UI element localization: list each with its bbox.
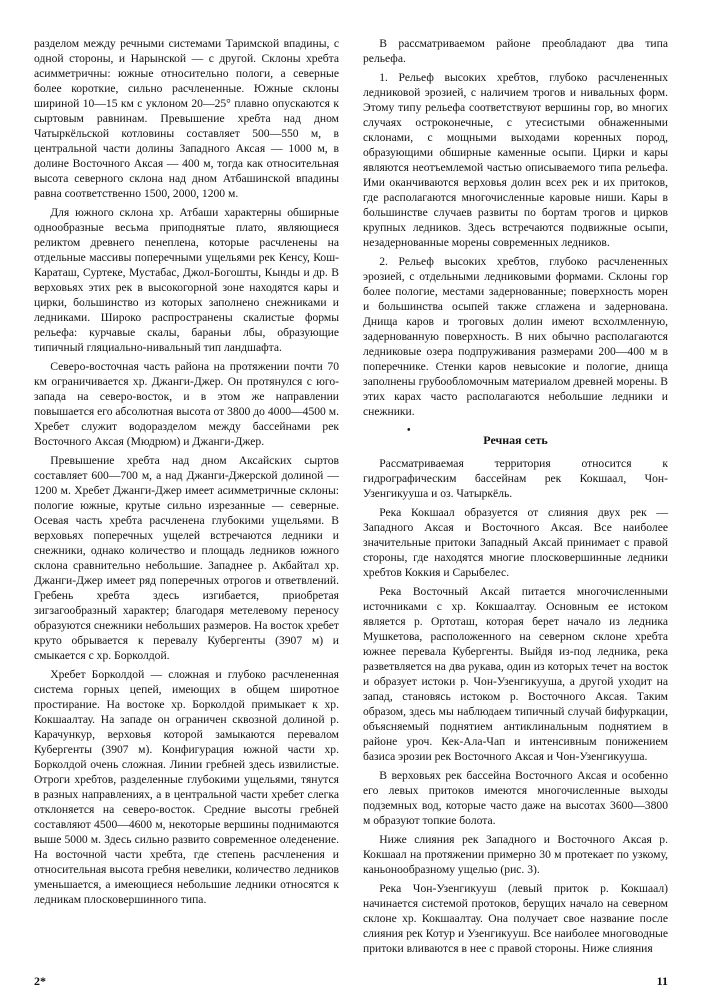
paragraph: Для южного склона хр. Атбаши характерны обширные однообразные весьма приподнятые плато, являющиеся реликтом древнего пенеплена, которые расчленены на отдельные массивы поперечными ущельями рек Кенсу, Кош-Караташ, Суртеке, Мустабас, Джол-Богошты, Кынды и др. В верховьях этих рек в высокогорной зоне находятся кары и цирки, большинство из которых заполнено снежниками и ледниками. Широко распространены скалистые формы рельефа: курчавые скалы, бараньи лбы, образующие типичный гляциально-нивальный тип ландшафта. — [34, 206, 339, 354]
paragraph: разделом между речными системами Таримской впадины, с одной стороны, и Нарынской — с другой. Склоны хребта асимметричны: южные относительно пологи, а северные более короткие, сильно расчлененные. Южные склоны шириной 10—15 км с уклоном 20—25° плавно опускаются к сыртовым равнинам. Превышение хребта над дном Чатыркёльской котловины составляет 500—550 м, в центральной части долины Западного Аксая — 1000 м, в долине Восточного Аксая — 400 м, тогда как относительная высота северного склона над дном Атбашинской впадины равна соответственно 1500, 2000, 1200 м. — [34, 37, 339, 200]
left-column — [34, 36, 339, 911]
paragraph: Река Восточный Аксай питается многочисленными источниками с хр. Кокшаалтау. Основным ее истоком является р. Ортоташ, которая берет начало из ледника Мушкетова, расположенного на северном склоне хребта южнее перевала Кубергенты. Выйдя из-под ледника, река разветвляется на два рукава, один из которых течет на восток и образует истоки р. Чон-Узенгикууша, а другой уходит на запад, становясь истоком р. Восточного Аксая. Таким образом, здесь мы наблюдаем типичный случай бифуркации, объясняемый поднятием антиклинальным поднятием в районе уроч. Кек-Ала-Чап и интенсивным понижением базиса эрозии рек Восточного Аксая и Чон-Узенгикууша. — [363, 585, 668, 763]
right-column — [363, 36, 668, 960]
paragraph: В верховьях рек бассейна Восточного Аксая и особенно его левых притоков имеются многочисленные выходы подземных вод, которые часто даже на высотах 3600—3800 м образуют топкие болота. — [363, 769, 668, 827]
paragraph: Северо-восточная часть района на протяжении почти 70 км ограничивается хр. Джанги-Джер. Он протянулся с юго-запада на северо-восток, и в этом же направлении повышается его абсолютная высота от 3800 до 4000—4500 м. Хребет служит водоразделом между бассейнами рек Восточного Аксая (Мюдрюм) и Джанги-Джер. — [34, 360, 339, 448]
paragraph: Река Чон-Узенгикууш (левый приток р. Кокшаал) начинается системой протоков, берущих начало на северном склоне хр. Кокшаалтау. Она получает свое название после слияния рек Котур и Узенгикууш. Все наиболее многоводные притоки вливаются в нее с правой стороны. Ниже слияния — [363, 882, 668, 955]
paragraph: Рассматриваемая территория относится к гидрографическим бассейнам рек Кокшаал, Чон-Узенгикууша и оз. Чатыркёль. — [363, 457, 668, 500]
paragraph: В рассматриваемом районе преобладают два типа рельефа. — [363, 37, 668, 65]
paragraph: Ниже слияния рек Западного и Восточного Аксая р. Кокшаал на протяжении примерно 30 м протекает по узкому, каньонообразному ущелью (рис. 3). — [363, 833, 668, 876]
section-heading — [363, 425, 668, 448]
paragraph: Хребет Борколдой — сложная и глубоко расчлененная система горных цепей, имеющих в общем широтное простирание. На востоке хр. Борколдой примыкает к хр. Кокшаалтау. На западе он ограничен сквозной долиной р. Карачункур, верховья которой замыкаются перевалом Кубергенты (3907 м). Конфигурация южной части хр. Борколдой очень сложная. Линии гребней здесь извилистые. Отроги хребтов, разделенные глубокими ущельями, тянутся в разных направлениях, а в центральной части хребет слегка отклоняется на северо-восток. Средние высоты гребней составляют 4500—4600 м, некоторые вершины поднимаются выше 5000 м. Здесь сильно развито современное оледенение. На восточной части хребта, где степень расчленения и относительная высота гребня невелики, количество ледников уменьшается, а имеющиеся небольшие ледники относятся к ледникам плосковершинного типа. — [34, 668, 339, 906]
section-title: Речная сеть — [483, 433, 548, 447]
bullet-mark: • — [407, 425, 411, 436]
signature-mark: 2* — [34, 974, 46, 988]
paragraph: 1. Рельеф высоких хребтов, глубоко расчлененных ледниковой эрозией, с наличием трогов и нивальных форм. Этому типу рельефа соответствуют вершины гор, во многих случаях остроконечные, с утесистыми обнаженными склонами, с мощными выходами коренных пород, образующими обширные каменные осыпи. Цирки и кары являются неотъемлемой частью описываемого типа рельефа. Ими оканчиваются верховья долин всех рек и их притоков, где располагаются многочисленные каровые ниши. Кары в большинстве случаев развиты по бортам трогов и цирков крупных ледников. Здесь встречаются подвижные осыпи, незадернованные морены современных ледников. — [363, 71, 668, 249]
paragraph: 2. Рельеф высоких хребтов, глубоко расчлененных эрозией, с отдельными ледниковыми формами. Склоны гор более пологие, местами задернованные; поверхность морен и большинства осыпей также сглажена и задернована. Днища каров и троговых долин имеют всхолмленную, задернованную поверхность. В них обычно располагаются ледниковые озера подпруживания размерами 200—400 м в поперечнике. Стенки каров невысокие и пологие, днища заполнены грубообломочным материалом древней морены. В этих карах часто располагаются небольшие ледники и снежники. — [363, 255, 668, 418]
paragraph: Река Кокшаал образуется от слияния двух рек — Западного Аксая и Восточного Аксая. Все наиболее значительные притоки Западный Аксай принимает с правой стороны, где находятся многие плосковершинные ледники хребтов Коккия и Сарыбелес. — [363, 506, 668, 579]
page-number: 11 — [656, 974, 668, 988]
paragraph: Превышение хребта над дном Аксайских сыртов составляет 600—700 м, а над Джанги-Джерской долиной — 1200 м. Хребет Джанги-Джер имеет асимметричные склоны: пологие южные, крутые сильно изрезанные — северные. Осевая часть хребта расчленена глубокими ущельями. В верховьях поперечных ущелей встречаются ледники и снежники, однако количество и площадь ледников южного склона сравнительно небольшие. Западнее р. Акбайтал хр. Джанги-Джер имеет ряд поперечных отрогов и ответвлений. Гребень хребта здесь изгибается, приобретая зигзагообразный характер; благодаря метелевому переносу образуются снежники небольших размеров. На восток хребет круто обрывается к перевалу Кубергенты (3907 м) и смыкается с хр. Борколдой. — [34, 454, 339, 662]
